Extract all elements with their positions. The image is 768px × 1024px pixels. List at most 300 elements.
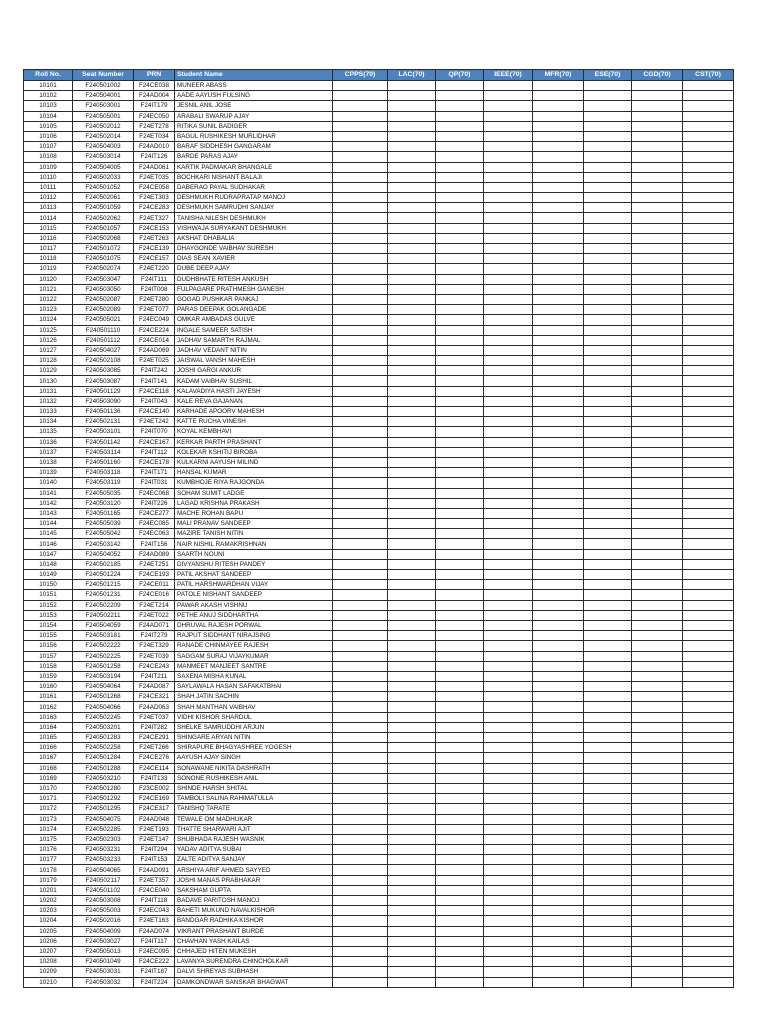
qp-cell[interactable] — [436, 896, 484, 906]
mfr-cell[interactable] — [533, 193, 584, 203]
cst-cell[interactable] — [683, 366, 734, 376]
lac-cell[interactable] — [388, 284, 436, 294]
mfr-cell[interactable] — [533, 142, 584, 152]
qp-cell[interactable] — [436, 193, 484, 203]
ese-cell[interactable] — [584, 213, 632, 223]
ieee-cell[interactable] — [484, 702, 533, 712]
mfr-cell[interactable] — [533, 254, 584, 264]
qp-cell[interactable] — [436, 875, 484, 885]
cgd-cell[interactable] — [632, 539, 683, 549]
qp-cell[interactable] — [436, 712, 484, 722]
cst-cell[interactable] — [683, 437, 734, 447]
cpps-cell[interactable] — [333, 203, 388, 213]
cpps-cell[interactable] — [333, 386, 388, 396]
cpps-cell[interactable] — [333, 804, 388, 814]
mfr-cell[interactable] — [533, 875, 584, 885]
cpps-cell[interactable] — [333, 926, 388, 936]
ieee-cell[interactable] — [484, 162, 533, 172]
ieee-cell[interactable] — [484, 121, 533, 131]
ieee-cell[interactable] — [484, 559, 533, 569]
cst-cell[interactable] — [683, 600, 734, 610]
cpps-cell[interactable] — [333, 305, 388, 315]
cpps-cell[interactable] — [333, 896, 388, 906]
ese-cell[interactable] — [584, 366, 632, 376]
cst-cell[interactable] — [683, 203, 734, 213]
ese-cell[interactable] — [584, 131, 632, 141]
ese-cell[interactable] — [584, 182, 632, 192]
ese-cell[interactable] — [584, 631, 632, 641]
cpps-cell[interactable] — [333, 590, 388, 600]
ese-cell[interactable] — [584, 335, 632, 345]
ese-cell[interactable] — [584, 651, 632, 661]
qp-cell[interactable] — [436, 733, 484, 743]
lac-cell[interactable] — [388, 946, 436, 956]
cst-cell[interactable] — [683, 916, 734, 926]
cgd-cell[interactable] — [632, 131, 683, 141]
qp-cell[interactable] — [436, 855, 484, 865]
cpps-cell[interactable] — [333, 427, 388, 437]
qp-cell[interactable] — [436, 81, 484, 91]
ese-cell[interactable] — [584, 865, 632, 875]
mfr-cell[interactable] — [533, 733, 584, 743]
cgd-cell[interactable] — [632, 345, 683, 355]
qp-cell[interactable] — [436, 305, 484, 315]
cpps-cell[interactable] — [333, 916, 388, 926]
cgd-cell[interactable] — [632, 610, 683, 620]
cst-cell[interactable] — [683, 834, 734, 844]
cpps-cell[interactable] — [333, 376, 388, 386]
cgd-cell[interactable] — [632, 570, 683, 580]
ese-cell[interactable] — [584, 957, 632, 967]
ese-cell[interactable] — [584, 111, 632, 121]
ieee-cell[interactable] — [484, 600, 533, 610]
cgd-cell[interactable] — [632, 396, 683, 406]
qp-cell[interactable] — [436, 773, 484, 783]
cgd-cell[interactable] — [632, 376, 683, 386]
ese-cell[interactable] — [584, 193, 632, 203]
cgd-cell[interactable] — [632, 213, 683, 223]
cst-cell[interactable] — [683, 172, 734, 182]
ese-cell[interactable] — [584, 172, 632, 182]
qp-cell[interactable] — [436, 478, 484, 488]
lac-cell[interactable] — [388, 447, 436, 457]
cpps-cell[interactable] — [333, 682, 388, 692]
cpps-cell[interactable] — [333, 763, 388, 773]
mfr-cell[interactable] — [533, 437, 584, 447]
cst-cell[interactable] — [683, 733, 734, 743]
lac-cell[interactable] — [388, 315, 436, 325]
cst-cell[interactable] — [683, 91, 734, 101]
ese-cell[interactable] — [584, 682, 632, 692]
cst-cell[interactable] — [683, 111, 734, 121]
mfr-cell[interactable] — [533, 417, 584, 427]
mfr-cell[interactable] — [533, 916, 584, 926]
mfr-cell[interactable] — [533, 631, 584, 641]
lac-cell[interactable] — [388, 335, 436, 345]
cpps-cell[interactable] — [333, 396, 388, 406]
lac-cell[interactable] — [388, 356, 436, 366]
mfr-cell[interactable] — [533, 743, 584, 753]
mfr-cell[interactable] — [533, 620, 584, 630]
lac-cell[interactable] — [388, 488, 436, 498]
cst-cell[interactable] — [683, 661, 734, 671]
ieee-cell[interactable] — [484, 865, 533, 875]
cst-cell[interactable] — [683, 855, 734, 865]
ese-cell[interactable] — [584, 142, 632, 152]
qp-cell[interactable] — [436, 468, 484, 478]
qp-cell[interactable] — [436, 264, 484, 274]
cgd-cell[interactable] — [632, 447, 683, 457]
qp-cell[interactable] — [436, 743, 484, 753]
ieee-cell[interactable] — [484, 447, 533, 457]
cpps-cell[interactable] — [333, 294, 388, 304]
qp-cell[interactable] — [436, 213, 484, 223]
ieee-cell[interactable] — [484, 651, 533, 661]
cgd-cell[interactable] — [632, 417, 683, 427]
ieee-cell[interactable] — [484, 101, 533, 111]
lac-cell[interactable] — [388, 916, 436, 926]
mfr-cell[interactable] — [533, 508, 584, 518]
ese-cell[interactable] — [584, 529, 632, 539]
qp-cell[interactable] — [436, 101, 484, 111]
cpps-cell[interactable] — [333, 783, 388, 793]
cpps-cell[interactable] — [333, 641, 388, 651]
cpps-cell[interactable] — [333, 692, 388, 702]
cpps-cell[interactable] — [333, 529, 388, 539]
cpps-cell[interactable] — [333, 946, 388, 956]
cst-cell[interactable] — [683, 590, 734, 600]
ieee-cell[interactable] — [484, 386, 533, 396]
mfr-cell[interactable] — [533, 896, 584, 906]
ese-cell[interactable] — [584, 121, 632, 131]
qp-cell[interactable] — [436, 182, 484, 192]
ese-cell[interactable] — [584, 620, 632, 630]
mfr-cell[interactable] — [533, 244, 584, 254]
ieee-cell[interactable] — [484, 305, 533, 315]
cgd-cell[interactable] — [632, 682, 683, 692]
cpps-cell[interactable] — [333, 570, 388, 580]
ieee-cell[interactable] — [484, 773, 533, 783]
mfr-cell[interactable] — [533, 294, 584, 304]
cgd-cell[interactable] — [632, 794, 683, 804]
lac-cell[interactable] — [388, 407, 436, 417]
cpps-cell[interactable] — [333, 457, 388, 467]
mfr-cell[interactable] — [533, 91, 584, 101]
lac-cell[interactable] — [388, 294, 436, 304]
ieee-cell[interactable] — [484, 661, 533, 671]
mfr-cell[interactable] — [533, 641, 584, 651]
mfr-cell[interactable] — [533, 233, 584, 243]
cgd-cell[interactable] — [632, 783, 683, 793]
ese-cell[interactable] — [584, 916, 632, 926]
cgd-cell[interactable] — [632, 763, 683, 773]
qp-cell[interactable] — [436, 692, 484, 702]
ese-cell[interactable] — [584, 305, 632, 315]
cpps-cell[interactable] — [333, 733, 388, 743]
mfr-cell[interactable] — [533, 111, 584, 121]
qp-cell[interactable] — [436, 447, 484, 457]
cst-cell[interactable] — [683, 101, 734, 111]
ieee-cell[interactable] — [484, 814, 533, 824]
cgd-cell[interactable] — [632, 91, 683, 101]
cgd-cell[interactable] — [632, 855, 683, 865]
cst-cell[interactable] — [683, 783, 734, 793]
ieee-cell[interactable] — [484, 488, 533, 498]
ieee-cell[interactable] — [484, 519, 533, 529]
mfr-cell[interactable] — [533, 447, 584, 457]
lac-cell[interactable] — [388, 417, 436, 427]
mfr-cell[interactable] — [533, 845, 584, 855]
qp-cell[interactable] — [436, 142, 484, 152]
lac-cell[interactable] — [388, 610, 436, 620]
ieee-cell[interactable] — [484, 641, 533, 651]
cgd-cell[interactable] — [632, 162, 683, 172]
mfr-cell[interactable] — [533, 345, 584, 355]
qp-cell[interactable] — [436, 244, 484, 254]
cst-cell[interactable] — [683, 610, 734, 620]
ieee-cell[interactable] — [484, 936, 533, 946]
ese-cell[interactable] — [584, 946, 632, 956]
ieee-cell[interactable] — [484, 203, 533, 213]
cst-cell[interactable] — [683, 376, 734, 386]
lac-cell[interactable] — [388, 733, 436, 743]
ese-cell[interactable] — [584, 376, 632, 386]
mfr-cell[interactable] — [533, 977, 584, 987]
lac-cell[interactable] — [388, 722, 436, 732]
qp-cell[interactable] — [436, 417, 484, 427]
qp-cell[interactable] — [436, 366, 484, 376]
mfr-cell[interactable] — [533, 386, 584, 396]
mfr-cell[interactable] — [533, 936, 584, 946]
ese-cell[interactable] — [584, 906, 632, 916]
ese-cell[interactable] — [584, 773, 632, 783]
ieee-cell[interactable] — [484, 325, 533, 335]
lac-cell[interactable] — [388, 437, 436, 447]
ese-cell[interactable] — [584, 804, 632, 814]
mfr-cell[interactable] — [533, 81, 584, 91]
qp-cell[interactable] — [436, 549, 484, 559]
cst-cell[interactable] — [683, 427, 734, 437]
mfr-cell[interactable] — [533, 722, 584, 732]
lac-cell[interactable] — [388, 936, 436, 946]
lac-cell[interactable] — [388, 600, 436, 610]
cgd-cell[interactable] — [632, 559, 683, 569]
ieee-cell[interactable] — [484, 946, 533, 956]
cgd-cell[interactable] — [632, 977, 683, 987]
lac-cell[interactable] — [388, 957, 436, 967]
cst-cell[interactable] — [683, 824, 734, 834]
cst-cell[interactable] — [683, 722, 734, 732]
lac-cell[interactable] — [388, 468, 436, 478]
mfr-cell[interactable] — [533, 366, 584, 376]
cgd-cell[interactable] — [632, 946, 683, 956]
cst-cell[interactable] — [683, 142, 734, 152]
lac-cell[interactable] — [388, 865, 436, 875]
mfr-cell[interactable] — [533, 305, 584, 315]
lac-cell[interactable] — [388, 427, 436, 437]
ieee-cell[interactable] — [484, 152, 533, 162]
cst-cell[interactable] — [683, 539, 734, 549]
qp-cell[interactable] — [436, 508, 484, 518]
cgd-cell[interactable] — [632, 315, 683, 325]
mfr-cell[interactable] — [533, 264, 584, 274]
lac-cell[interactable] — [388, 193, 436, 203]
mfr-cell[interactable] — [533, 121, 584, 131]
lac-cell[interactable] — [388, 182, 436, 192]
ieee-cell[interactable] — [484, 498, 533, 508]
mfr-cell[interactable] — [533, 498, 584, 508]
cpps-cell[interactable] — [333, 478, 388, 488]
cpps-cell[interactable] — [333, 81, 388, 91]
cgd-cell[interactable] — [632, 274, 683, 284]
ieee-cell[interactable] — [484, 284, 533, 294]
ese-cell[interactable] — [584, 722, 632, 732]
mfr-cell[interactable] — [533, 885, 584, 895]
cpps-cell[interactable] — [333, 111, 388, 121]
qp-cell[interactable] — [436, 916, 484, 926]
ese-cell[interactable] — [584, 508, 632, 518]
ieee-cell[interactable] — [484, 457, 533, 467]
cgd-cell[interactable] — [632, 457, 683, 467]
lac-cell[interactable] — [388, 773, 436, 783]
cst-cell[interactable] — [683, 692, 734, 702]
lac-cell[interactable] — [388, 641, 436, 651]
ese-cell[interactable] — [584, 325, 632, 335]
cgd-cell[interactable] — [632, 580, 683, 590]
cpps-cell[interactable] — [333, 508, 388, 518]
qp-cell[interactable] — [436, 641, 484, 651]
ieee-cell[interactable] — [484, 631, 533, 641]
mfr-cell[interactable] — [533, 926, 584, 936]
lac-cell[interactable] — [388, 91, 436, 101]
ieee-cell[interactable] — [484, 804, 533, 814]
lac-cell[interactable] — [388, 101, 436, 111]
qp-cell[interactable] — [436, 488, 484, 498]
lac-cell[interactable] — [388, 111, 436, 121]
ese-cell[interactable] — [584, 244, 632, 254]
qp-cell[interactable] — [436, 152, 484, 162]
cst-cell[interactable] — [683, 478, 734, 488]
ese-cell[interactable] — [584, 712, 632, 722]
ieee-cell[interactable] — [484, 356, 533, 366]
cst-cell[interactable] — [683, 620, 734, 630]
mfr-cell[interactable] — [533, 549, 584, 559]
ese-cell[interactable] — [584, 315, 632, 325]
cgd-cell[interactable] — [632, 284, 683, 294]
cgd-cell[interactable] — [632, 549, 683, 559]
ese-cell[interactable] — [584, 896, 632, 906]
ieee-cell[interactable] — [484, 926, 533, 936]
qp-cell[interactable] — [436, 590, 484, 600]
ese-cell[interactable] — [584, 437, 632, 447]
qp-cell[interactable] — [436, 345, 484, 355]
cgd-cell[interactable] — [632, 896, 683, 906]
cgd-cell[interactable] — [632, 111, 683, 121]
mfr-cell[interactable] — [533, 488, 584, 498]
lac-cell[interactable] — [388, 233, 436, 243]
ese-cell[interactable] — [584, 692, 632, 702]
qp-cell[interactable] — [436, 651, 484, 661]
lac-cell[interactable] — [388, 590, 436, 600]
ese-cell[interactable] — [584, 763, 632, 773]
cgd-cell[interactable] — [632, 498, 683, 508]
cpps-cell[interactable] — [333, 284, 388, 294]
cpps-cell[interactable] — [333, 712, 388, 722]
ieee-cell[interactable] — [484, 620, 533, 630]
ieee-cell[interactable] — [484, 407, 533, 417]
cgd-cell[interactable] — [632, 885, 683, 895]
cgd-cell[interactable] — [632, 834, 683, 844]
cpps-cell[interactable] — [333, 519, 388, 529]
lac-cell[interactable] — [388, 692, 436, 702]
lac-cell[interactable] — [388, 753, 436, 763]
cpps-cell[interactable] — [333, 213, 388, 223]
cgd-cell[interactable] — [632, 814, 683, 824]
cpps-cell[interactable] — [333, 722, 388, 732]
cpps-cell[interactable] — [333, 356, 388, 366]
cgd-cell[interactable] — [632, 916, 683, 926]
cpps-cell[interactable] — [333, 671, 388, 681]
mfr-cell[interactable] — [533, 325, 584, 335]
cst-cell[interactable] — [683, 804, 734, 814]
ieee-cell[interactable] — [484, 233, 533, 243]
mfr-cell[interactable] — [533, 396, 584, 406]
mfr-cell[interactable] — [533, 957, 584, 967]
cgd-cell[interactable] — [632, 590, 683, 600]
qp-cell[interactable] — [436, 570, 484, 580]
mfr-cell[interactable] — [533, 834, 584, 844]
qp-cell[interactable] — [436, 906, 484, 916]
ese-cell[interactable] — [584, 468, 632, 478]
qp-cell[interactable] — [436, 427, 484, 437]
mfr-cell[interactable] — [533, 651, 584, 661]
mfr-cell[interactable] — [533, 182, 584, 192]
ese-cell[interactable] — [584, 457, 632, 467]
ese-cell[interactable] — [584, 580, 632, 590]
cpps-cell[interactable] — [333, 335, 388, 345]
ieee-cell[interactable] — [484, 335, 533, 345]
ieee-cell[interactable] — [484, 549, 533, 559]
qp-cell[interactable] — [436, 936, 484, 946]
cgd-cell[interactable] — [632, 519, 683, 529]
cst-cell[interactable] — [683, 274, 734, 284]
mfr-cell[interactable] — [533, 274, 584, 284]
qp-cell[interactable] — [436, 162, 484, 172]
ese-cell[interactable] — [584, 845, 632, 855]
mfr-cell[interactable] — [533, 468, 584, 478]
ese-cell[interactable] — [584, 610, 632, 620]
cpps-cell[interactable] — [333, 865, 388, 875]
cgd-cell[interactable] — [632, 651, 683, 661]
lac-cell[interactable] — [388, 162, 436, 172]
ieee-cell[interactable] — [484, 733, 533, 743]
lac-cell[interactable] — [388, 478, 436, 488]
cpps-cell[interactable] — [333, 753, 388, 763]
cgd-cell[interactable] — [632, 641, 683, 651]
lac-cell[interactable] — [388, 223, 436, 233]
qp-cell[interactable] — [436, 671, 484, 681]
ieee-cell[interactable] — [484, 468, 533, 478]
cst-cell[interactable] — [683, 580, 734, 590]
qp-cell[interactable] — [436, 722, 484, 732]
cpps-cell[interactable] — [333, 172, 388, 182]
ese-cell[interactable] — [584, 386, 632, 396]
lac-cell[interactable] — [388, 834, 436, 844]
mfr-cell[interactable] — [533, 223, 584, 233]
ese-cell[interactable] — [584, 81, 632, 91]
qp-cell[interactable] — [436, 529, 484, 539]
cpps-cell[interactable] — [333, 967, 388, 977]
